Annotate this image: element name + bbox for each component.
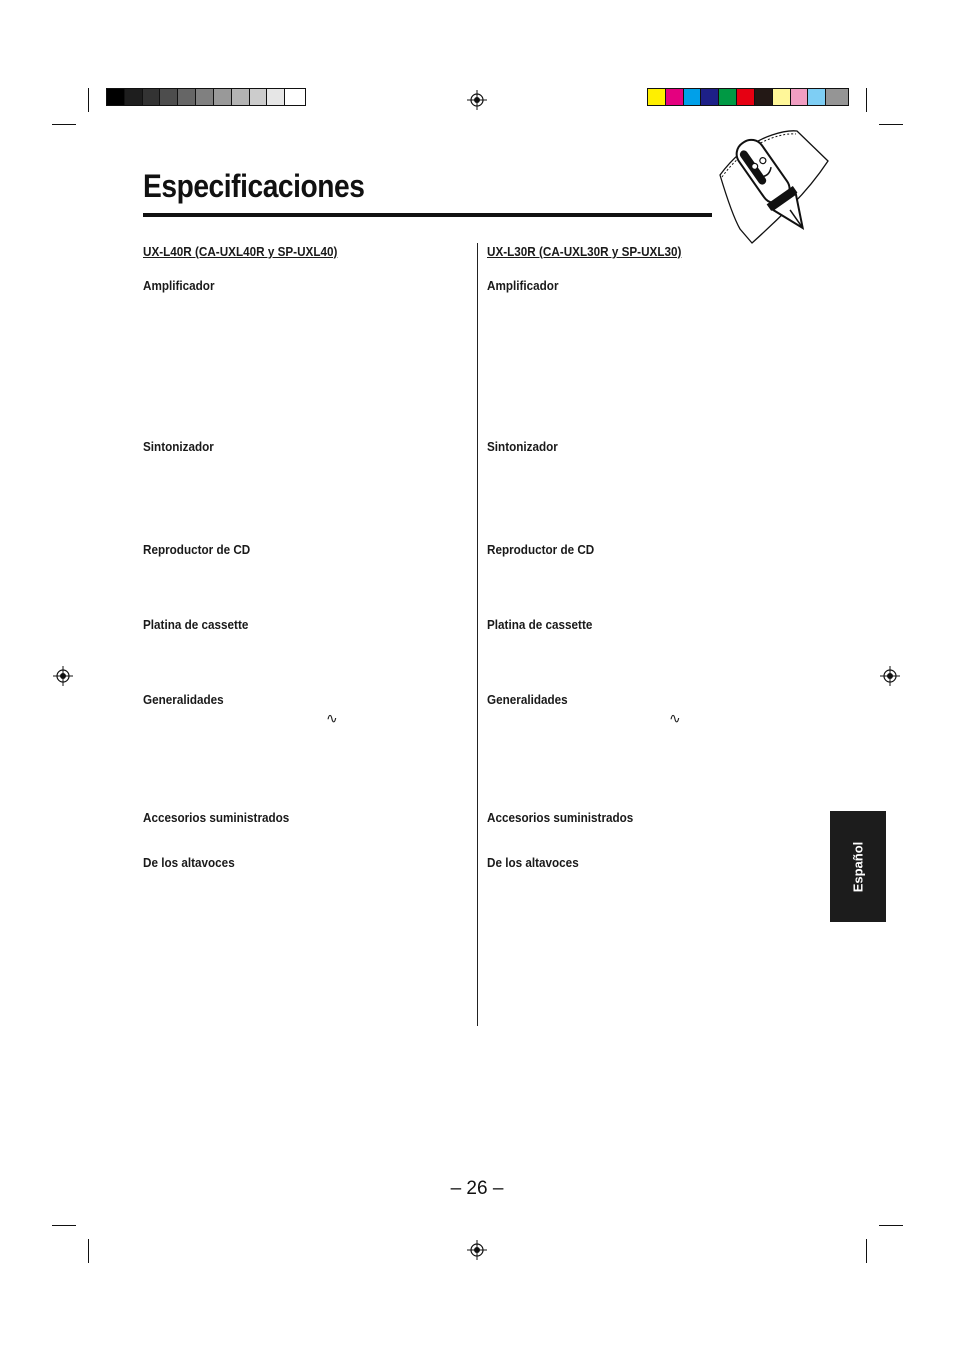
section-accessories-left: Accesorios suministrados [143,810,290,825]
crop-mark [879,124,903,125]
language-tab-label: Español [850,841,866,892]
section-speakers-right: De los altavoces [487,855,579,870]
crop-mark [866,88,867,112]
gray-swatch [125,89,143,105]
grayscale-calibration-bar [106,88,306,106]
gray-swatch [232,89,250,105]
crop-mark [879,1225,903,1226]
gray-swatch [143,89,161,105]
section-general-left: Generalidades [143,692,224,707]
crop-mark [52,124,76,125]
section-tuner-right: Sintonizador [487,439,558,454]
section-cassette-deck-right: Platina de cassette [487,617,593,632]
section-amplifier-right: Amplificador [487,278,559,293]
crop-mark [88,88,89,112]
color-swatch [648,89,666,105]
registration-target-icon [467,90,487,110]
gray-swatch [267,89,285,105]
model-heading-left: UX-L40R (CA-UXL40R y SP-UXL40) [143,244,338,259]
color-swatch [737,89,755,105]
gray-swatch [196,89,214,105]
page-title: Especificaciones [143,168,365,204]
section-tuner-left: Sintonizador [143,439,214,454]
gray-swatch [107,89,125,105]
section-accessories-right: Accesorios suministrados [487,810,634,825]
section-cd-player-right: Reproductor de CD [487,542,595,557]
section-speakers-left: De los altavoces [143,855,235,870]
section-general-right: Generalidades [487,692,568,707]
section-cd-player-left: Reproductor de CD [143,542,251,557]
color-swatch [808,89,826,105]
color-swatch [719,89,737,105]
color-swatch [773,89,791,105]
ac-symbol-left: ∿ [326,710,338,726]
pen-mascot-icon [712,125,834,245]
color-swatch [684,89,702,105]
registration-target-icon [53,666,73,686]
model-heading-right: UX-L30R (CA-UXL30R y SP-UXL30) [487,244,682,259]
section-amplifier-left: Amplificador [143,278,215,293]
color-swatch [701,89,719,105]
registration-target-icon [467,1240,487,1260]
language-tab [830,811,886,922]
color-calibration-bar [647,88,849,106]
page-number: – 26 – [450,1178,504,1199]
color-swatch [755,89,773,105]
crop-mark [866,1239,867,1263]
ac-symbol-right: ∿ [669,710,681,726]
gray-swatch [285,89,305,105]
crop-mark [52,1225,76,1226]
section-cassette-deck-left: Platina de cassette [143,617,249,632]
color-swatch [791,89,809,105]
gray-swatch [178,89,196,105]
gray-swatch [250,89,268,105]
color-swatch [666,89,684,105]
color-swatch [826,89,848,105]
gray-swatch [214,89,232,105]
title-rule [143,213,712,217]
crop-mark [88,1239,89,1263]
registration-target-icon [880,666,900,686]
column-divider [477,243,478,1026]
gray-swatch [160,89,178,105]
